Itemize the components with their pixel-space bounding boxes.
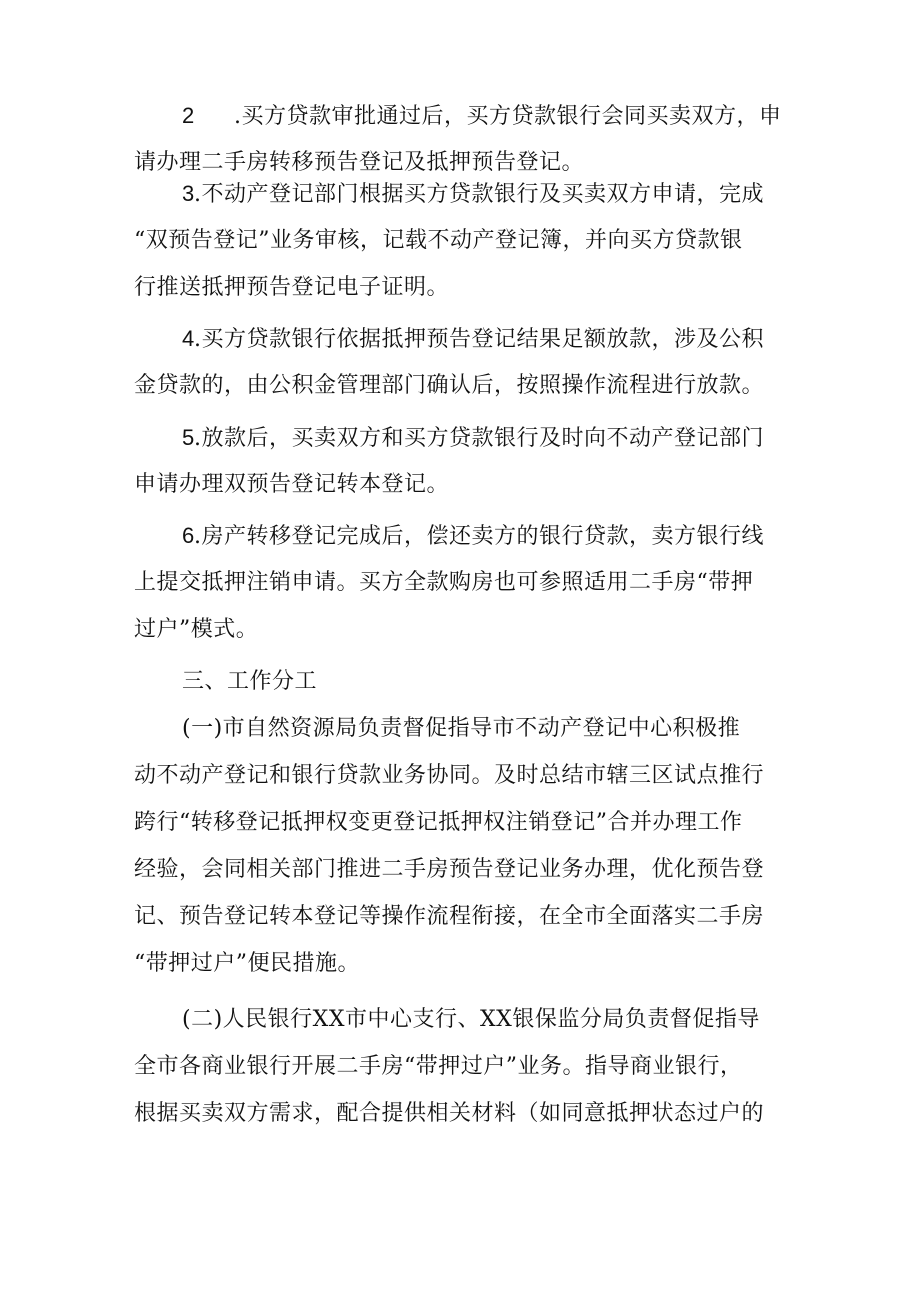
item-number: 6 [182,523,195,548]
paragraph-line: 跨行“转移登记抵押权变更登记抵押权注销登记”合并办理工作 [134,810,743,835]
list-item-4 [134,315,794,409]
paragraph-line: 经验，会同相关部门推进二手房预告登记业务办理，优化预告登 [134,857,765,882]
paragraph-line: 动不动产登记和银行贷款业务协同。及时总结市辖三区试点推行 [134,763,765,788]
paragraph-line: “双预告登记”业务审核，记载不动产登记簿，并向买方贷款银 [134,228,743,253]
item-number: 3 [182,181,195,206]
paragraph-line: 2 .买方贷款审批通过后，买方贷款银行会同买卖双方，申 [134,92,794,139]
item-number: 4 [182,326,195,351]
list-item-6 [134,512,794,653]
paragraph-line: 全市各商业银行开展二手房“带押过户”业务。指导商业银行， [134,1054,743,1079]
paragraph-line: 根据买卖双方需求，配合提供相关材料（如同意抵押状态过户的 [134,1101,765,1126]
paragraph-line: 5.放款后，买卖双方和买方贷款银行及时向不动产登记部门 [134,414,794,461]
section-heading: 三、工作分工 [182,669,318,694]
list-item-3 [134,170,794,311]
paragraph-line: 记、预告登记转本登记等操作流程衔接，在全市全面落实二手房 [134,904,765,929]
paragraph-line: 4.买方贷款银行依据抵押预告登记结果足额放款，涉及公积 [134,315,794,362]
paragraph-line: 行推送抵押预告登记电子证明。 [134,275,450,300]
item-number: 2 [182,103,195,128]
paragraph-line: 3.不动产登记部门根据买方贷款银行及买卖双方申请，完成 [134,170,794,217]
list-item-5 [134,414,794,508]
paragraph-line: (一)市自然资源局负责督促指导市不动产登记中心积极推 [182,716,741,741]
paragraph-line: 金贷款的，由公积金管理部门确认后，按照操作流程进行放款。 [134,373,765,398]
subsection-2 [134,996,794,1137]
paragraph-line: “带押过户”便民措施。 [134,951,360,976]
paragraph-line: 6.房产转移登记完成后，偿还卖方的银行贷款，卖方银行线 [134,512,794,559]
paragraph-line: 请办理二手房转移预告登记及抵押预告登记。 [134,150,585,175]
paragraph-line: (二)人民银行XX市中心支行、XX银保监分局负责督促指导 [182,1007,760,1032]
paragraph-line: 过户”模式。 [134,617,259,642]
item-number: 5 [182,425,195,450]
subsection-1 [134,705,794,987]
paragraph-line: 申请办理双预告登记转本登记。 [134,472,450,497]
paragraph-line: 上提交抵押注销申请。买方全款购房也可参照适用二手房“带押 [134,570,754,595]
